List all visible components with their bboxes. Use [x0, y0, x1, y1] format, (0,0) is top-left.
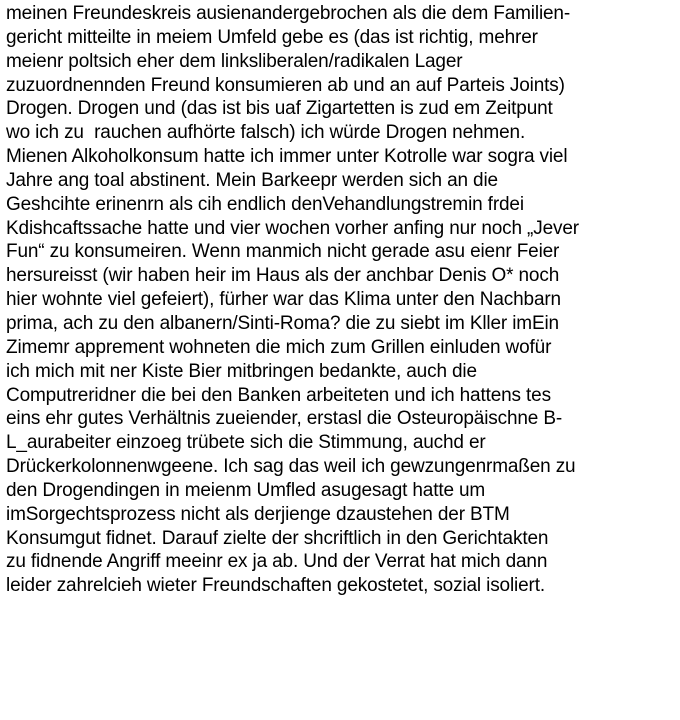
text-line: meinen Freundeskreis ausienandergebrochen als die dem Familien-: [6, 3, 571, 24]
text-line: zuzuordnennden Freund konsumieren ab und an auf Parteis Joints): [6, 74, 565, 96]
text-line: zu fidnende Angriff meeinr ex ja ab. Und der Verrat hat mich dann: [6, 551, 548, 573]
text-line: Fun“ zu konsumeiren. Wenn manmich nicht gerade asu eienr Feier: [6, 241, 560, 263]
body-text: [6, 2, 678, 598]
text-line: hersureisst (wir haben heir im Haus als der anchbar Denis O* noch: [6, 265, 560, 287]
text-line: Drückerkolonnenwgeene. Ich sag das weil ich gewzungenrmaßen zu: [6, 456, 576, 478]
text-line: ich mich mit ner Kiste Bier mitbringen bedankte, auch die: [6, 360, 477, 382]
text-line: Geshcihte erinenrn als cih endlich denVehandlungstremin frdei: [6, 193, 524, 215]
text-line: Mienen Alkoholkonsum hatte ich immer unter Kotrolle war sogra viel: [6, 146, 568, 168]
text-line: gericht mitteilte in meiem Umfeld gebe es (das ist richtig, mehrer: [6, 26, 538, 48]
text-line: hier wohnte viel gefeiert), fürher war das Klima unter den Nachbarn: [6, 289, 561, 311]
text-line: Jahre ang toal abstinent. Mein Barkeepr werden sich an die: [6, 169, 498, 191]
text-line: leider zahrelcieh wieter Freundschaften gekostetet, sozial isoliert.: [6, 575, 545, 597]
text-line: meienr poltsich eher dem linksliberalen/radikalen Lager: [6, 50, 463, 72]
text-line: prima, ach zu den albanern/Sinti-Roma? die zu siebt im Kller imEin: [6, 312, 559, 334]
text-line: L_aurabeiter einzoeg trübete sich die Stimmung, auchd er: [6, 432, 486, 454]
text-line: Konsumgut fidnet. Darauf zielte der shcriftlich in den Gerichtakten: [6, 527, 549, 549]
text-line: Computreridner die bei den Banken arbeiteten und ich hattens tes: [6, 384, 551, 406]
text-line: Zimemr apprement wohneten die mich zum Grillen einluden wofür: [6, 336, 552, 358]
text-line: Kdishcaftssache hatte und vier wochen vorher anfing nur noch „Jever: [6, 217, 579, 239]
text-line: Drogen. Drogen und (das ist bis uaf Zigartetten is zud em Zeitpunt: [6, 98, 553, 120]
text-line: wo ich zu rauchen aufhörte falsch) ich würde Drogen nehmen.: [6, 122, 526, 144]
text-line: eins ehr gutes Verhältnis zueiender, erstasl die Osteuropäischne B-: [6, 408, 563, 430]
text-line: den Drogendingen in meienm Umfled asugesagt hatte um: [6, 479, 486, 501]
text-line: imSorgechtsprozess nicht als derjienge dzaustehen der BTM: [6, 503, 510, 525]
